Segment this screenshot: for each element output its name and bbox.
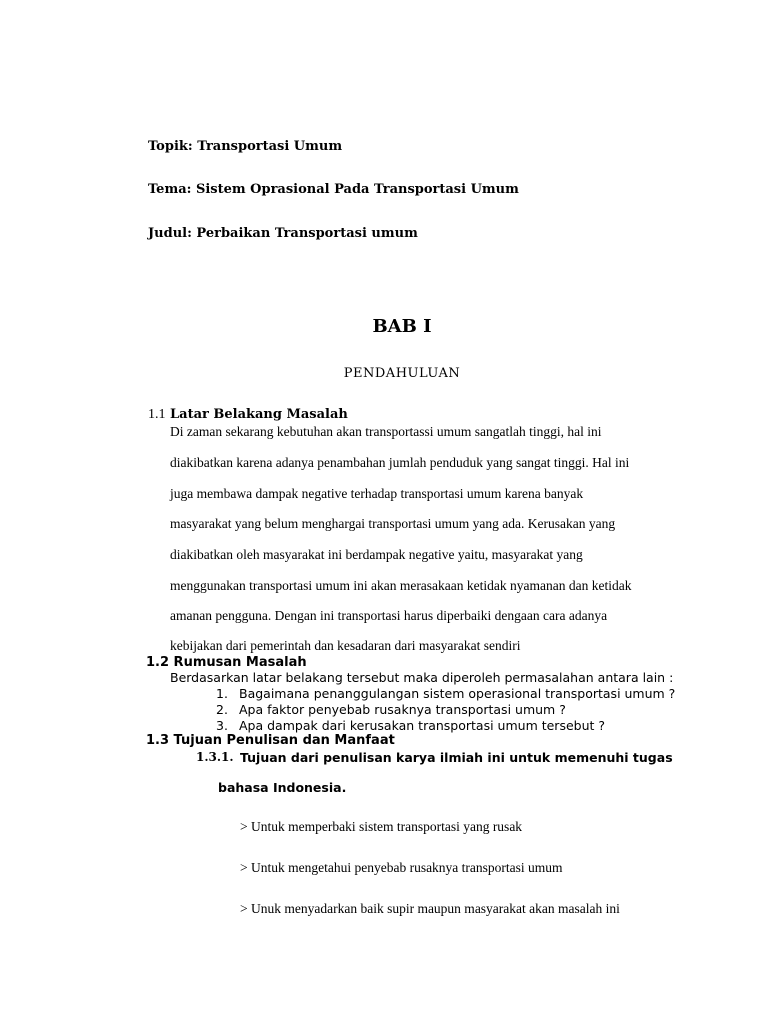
paragraph-line: amanan pengguna. Dengan ini transportasi harus diperbaiki dengaan cara adanya (170, 608, 608, 623)
subsection-1-3-1-number: 1.3.1. (196, 750, 234, 764)
paragraph-line: menggunakan transportasi umum ini akan merasakaan ketidak nyamanan dan ketidak (170, 578, 632, 593)
chapter-title: BAB I (372, 316, 432, 337)
subsection-1-3-1-heading: Tujuan dari penulisan karya ilmiah ini untuk memenuhi tugas (240, 750, 673, 765)
list-item: Apa dampak dari kerusakan transportasi umum tersebut ? (239, 718, 606, 733)
bullet-item: > Unuk menyadarkan baik supir maupun masyarakat akan masalah ini (240, 901, 620, 916)
paragraph-line: kebijakan dari pemerintah dan kesadaran dari masyarakat sendiri (170, 638, 521, 653)
list-item: Bagaimana penanggulangan sistem operasional transportasi umum ? (239, 686, 676, 701)
title-line: Judul: Perbaikan Transportasi umum (148, 226, 418, 241)
list-item-number: 2. (216, 702, 228, 717)
paragraph-line: Di zaman sekarang kebutuhan akan transportassi umum sangatlah tinggi, hal ini (170, 424, 602, 439)
section-1-1-heading: Latar Belakang Masalah (170, 407, 348, 422)
paragraph-line: diakibatkan karena adanya penambahan jumlah penduduk yang sangat tinggi. Hal ini (170, 455, 630, 470)
topic-line: Topik: Transportasi Umum (148, 139, 343, 154)
subsection-1-3-1-heading-cont: bahasa Indonesia. (218, 780, 347, 795)
list-item: Apa faktor penyebab rusaknya transportasi umum ? (239, 702, 566, 717)
bullet-item: > Untuk memperbaki sistem transportasi yang rusak (240, 819, 523, 834)
paragraph-line: juga membawa dampak negative terhadap transportasi umum karena banyak (170, 486, 584, 501)
section-1-1-number: 1.1 (148, 407, 166, 422)
chapter-subtitle: PENDAHULUAN (343, 366, 461, 381)
paragraph-line: diakibatkan oleh masyarakat ini berdampak negative yaitu, masyarakat yang (170, 547, 583, 562)
list-item-number: 1. (216, 686, 228, 701)
paragraph-line: masyarakat yang belum menghargai transportasi umum yang ada. Kerusakan yang (170, 516, 616, 531)
section-1-3-heading: 1.3 Tujuan Penulisan dan Manfaat (146, 733, 395, 748)
theme-line: Tema: Sistem Oprasional Pada Transportasi Umum (148, 182, 519, 197)
bullet-item: > Untuk mengetahui penyebab rusaknya transportasi umum (240, 860, 563, 875)
list-item-number: 3. (216, 718, 228, 733)
section-1-2-heading: 1.2 Rumusan Masalah (146, 655, 307, 670)
section-1-2-intro: Berdasarkan latar belakang tersebut maka diperoleh permasalahan antara lain : (170, 670, 674, 685)
